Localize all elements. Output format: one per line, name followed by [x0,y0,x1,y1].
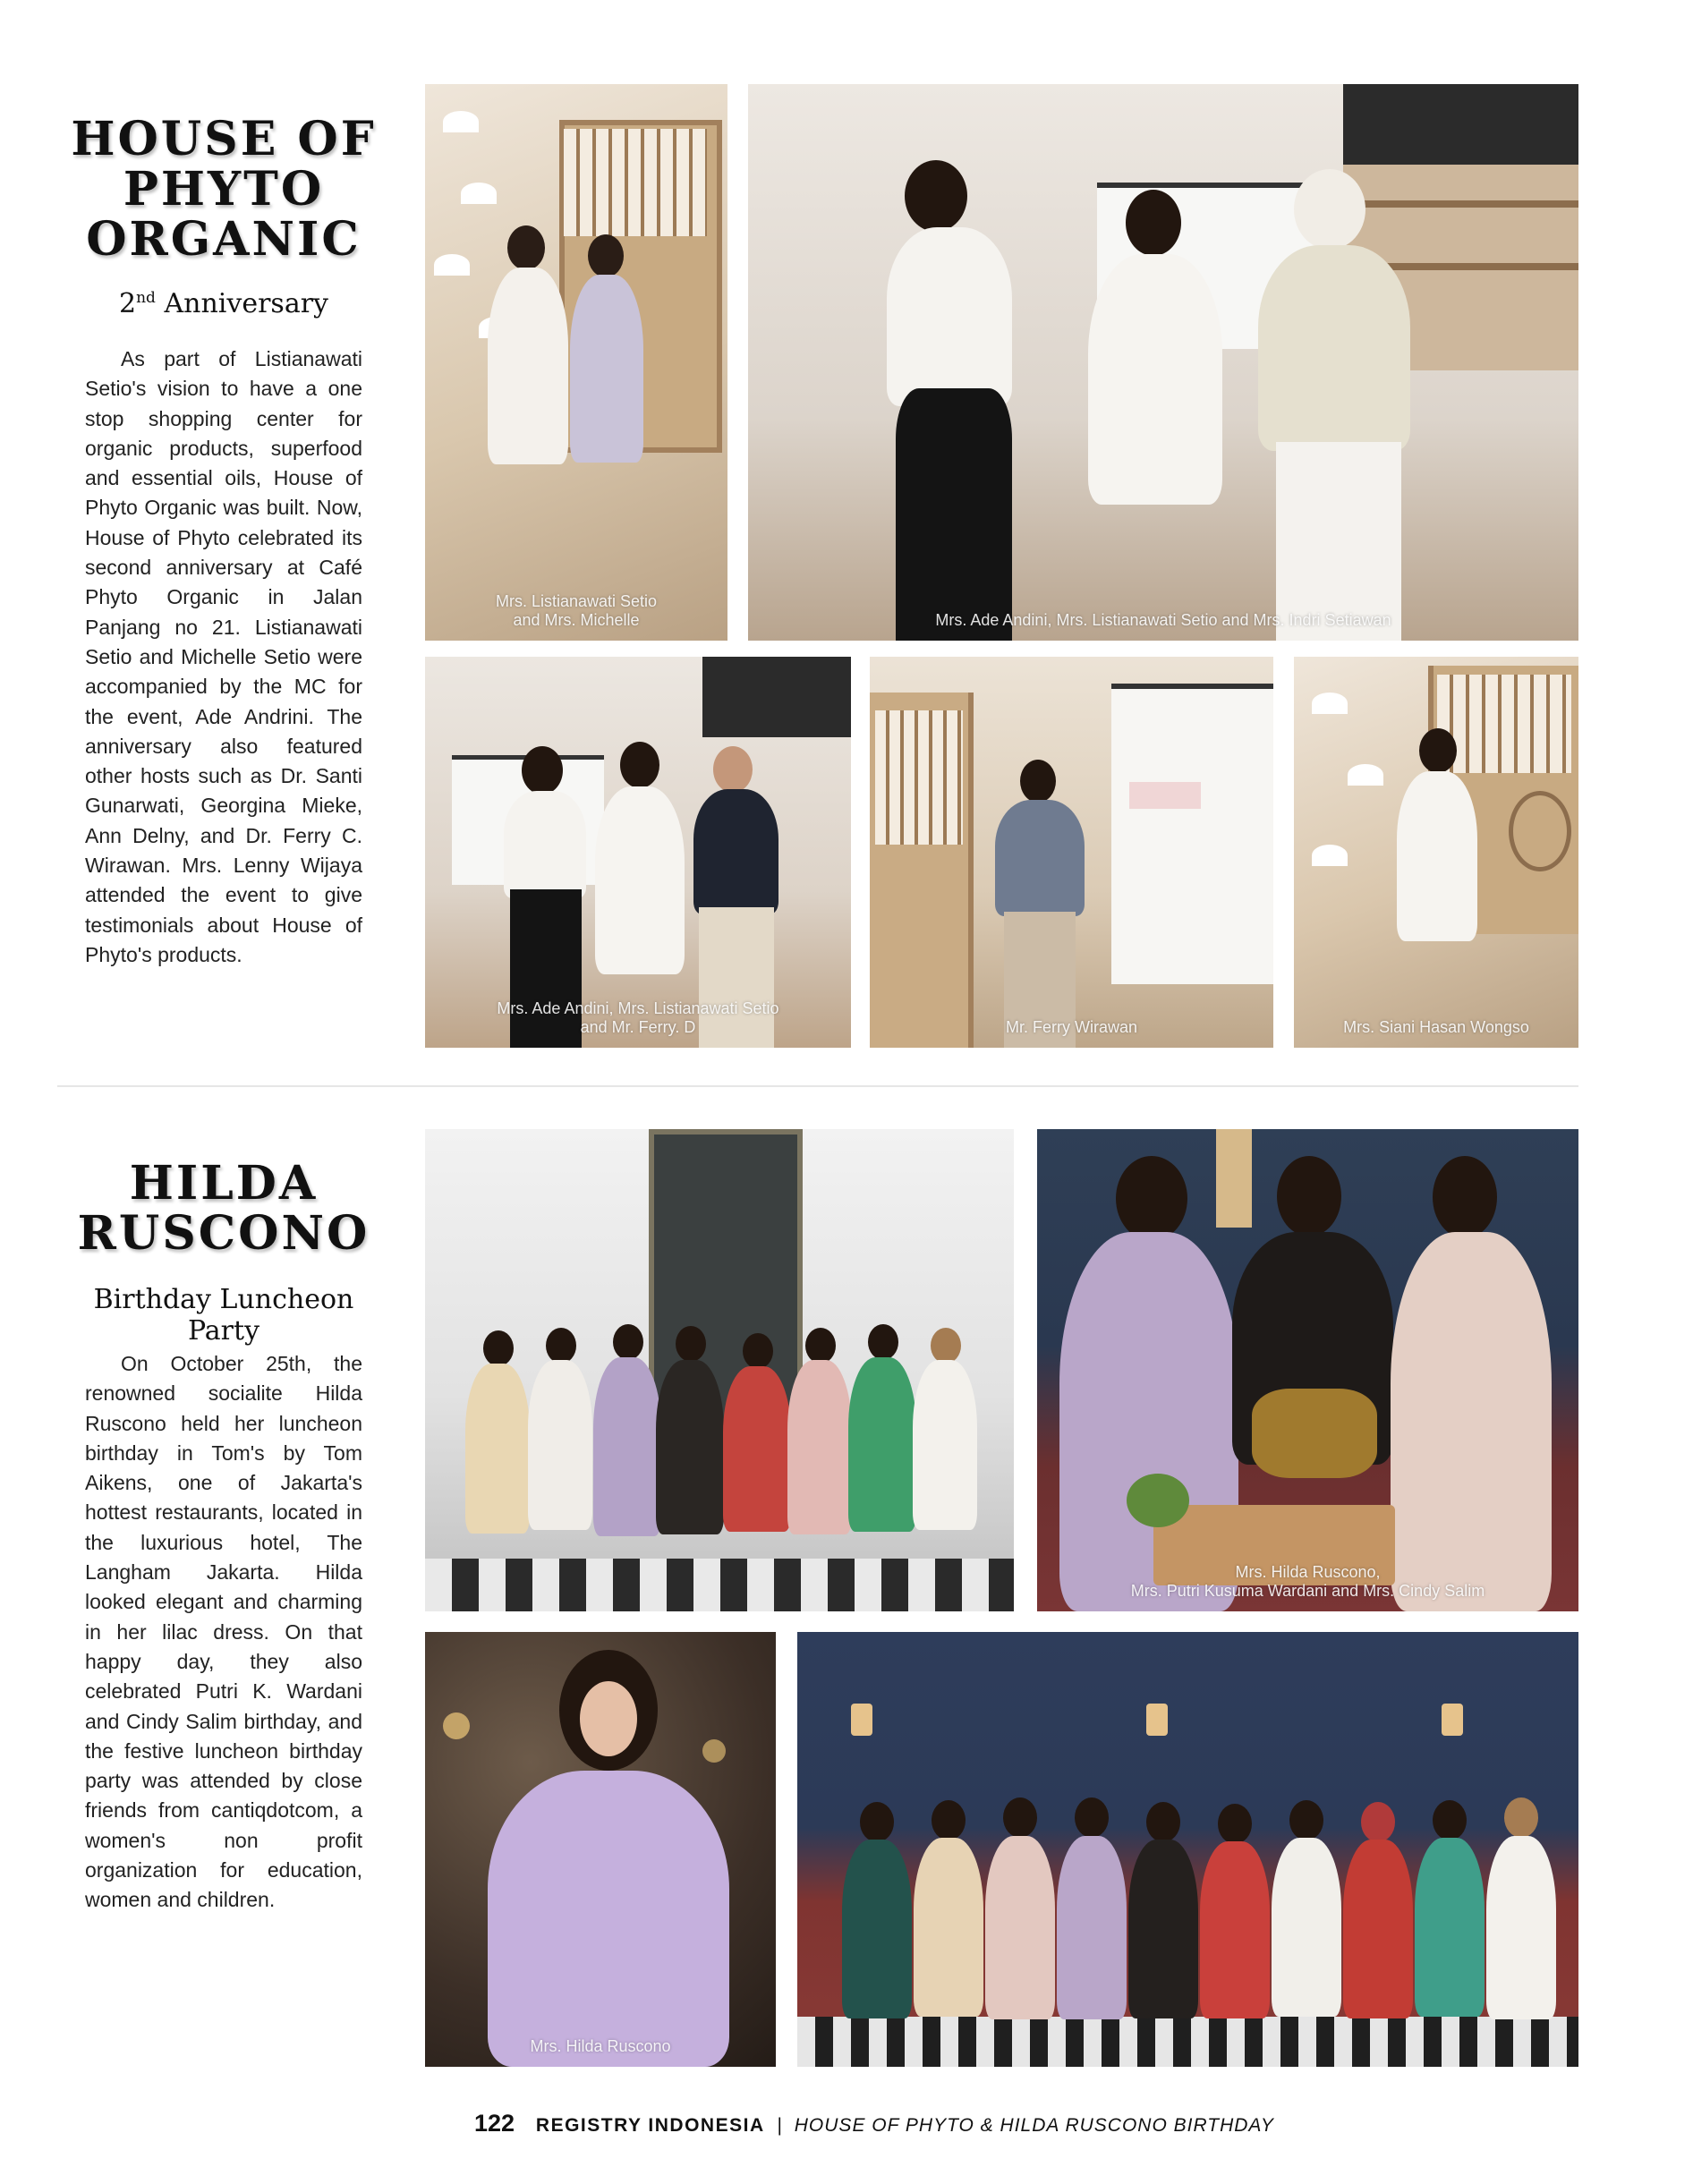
title-line: PHYTO [123,162,325,217]
title-line: RUSCONO [77,1206,370,1261]
photo-caption: Mr. Ferry Wirawan [1005,1018,1137,1036]
photo-caption: Mrs. Siani Hasan Wongso [1343,1018,1529,1036]
section-title [63,112,385,267]
page-footer [474,2110,1274,2137]
magazine-name: REGISTRY INDONESIA [535,2115,765,2136]
photo-caption: Mrs. Listianawati Setio and Mrs. Michelle [495,592,658,629]
article-body: As part of Listianawati Setio's vision to have a one stop shopping center for organic products, superfood and essential oils, House of Phyto Organic was built. Now, House of Phyto celebrated its second anniversary at Café Phyto Organic in Jalan Panjang no 21. Listianawati Setio and Michelle Setio were accompanied by the MC for the event, Ade Andrini. The anniversary also featured other hosts such as Dr. Santi Gunarwati, Georgina Mieke, Ann Delny, and Dr. Ferry C. Wirawan. Mrs. Lenny Wijaya attended the event to give testimonials about House of Phyto's products. [85,347,362,966]
photo-caption: Mrs. Ade Andini, Mrs. Listianawati Setio and Mrs. Indri Setiawan [935,611,1391,629]
title-line: HOUSE OF [71,112,377,166]
photo-caption: Mrs. Hilda Ruscono [530,2037,671,2055]
event-photo [425,84,727,641]
event-photo [1294,657,1578,1048]
page-number: 122 [474,2110,515,2137]
title-line: ORGANIC [86,212,362,267]
event-photo [748,84,1578,641]
photo-caption: Mrs. Hilda Ruscono, Mrs. Putri Kusuma Wardani and Mrs. Cindy Salim [1130,1563,1485,1600]
section-subtitle: 2nd Anniversary [119,288,328,319]
event-photo [870,657,1273,1048]
section-divider [57,1085,1578,1087]
title-line: HILDA [129,1156,319,1211]
section-subtitle: Birthday Luncheon Party [93,1284,354,1347]
footer-separator: | [777,2115,782,2136]
event-photo [425,1129,1014,1611]
event-photo [1037,1129,1578,1611]
event-photo [425,1632,776,2067]
event-photo [425,657,851,1048]
event-photo [797,1632,1578,2067]
photo-caption: Mrs. Ade Andini, Mrs. Listianawati Setio and Mr. Ferry. D [497,999,779,1036]
section-title [63,1156,385,1261]
article-body: On October 25th, the renowned socialite Hilda Ruscono held her luncheon birthday in Tom's by Tom Aikens, one of Jakarta's hottest restaurants, located in the luxurious hotel, The Langham Jakarta. Hilda looked elegant and charming in her lilac dress. On that happy day, they also celebrated Putri K. Wardani and Cindy Salim birthday, and the festive luncheon birthday party was attended by close friends from cantiqdotcom, a women's non profit organization for education, women and children. [85,1352,362,1912]
section-name: HOUSE OF PHYTO & HILDA RUSCONO BIRTHDAY [794,2115,1274,2136]
